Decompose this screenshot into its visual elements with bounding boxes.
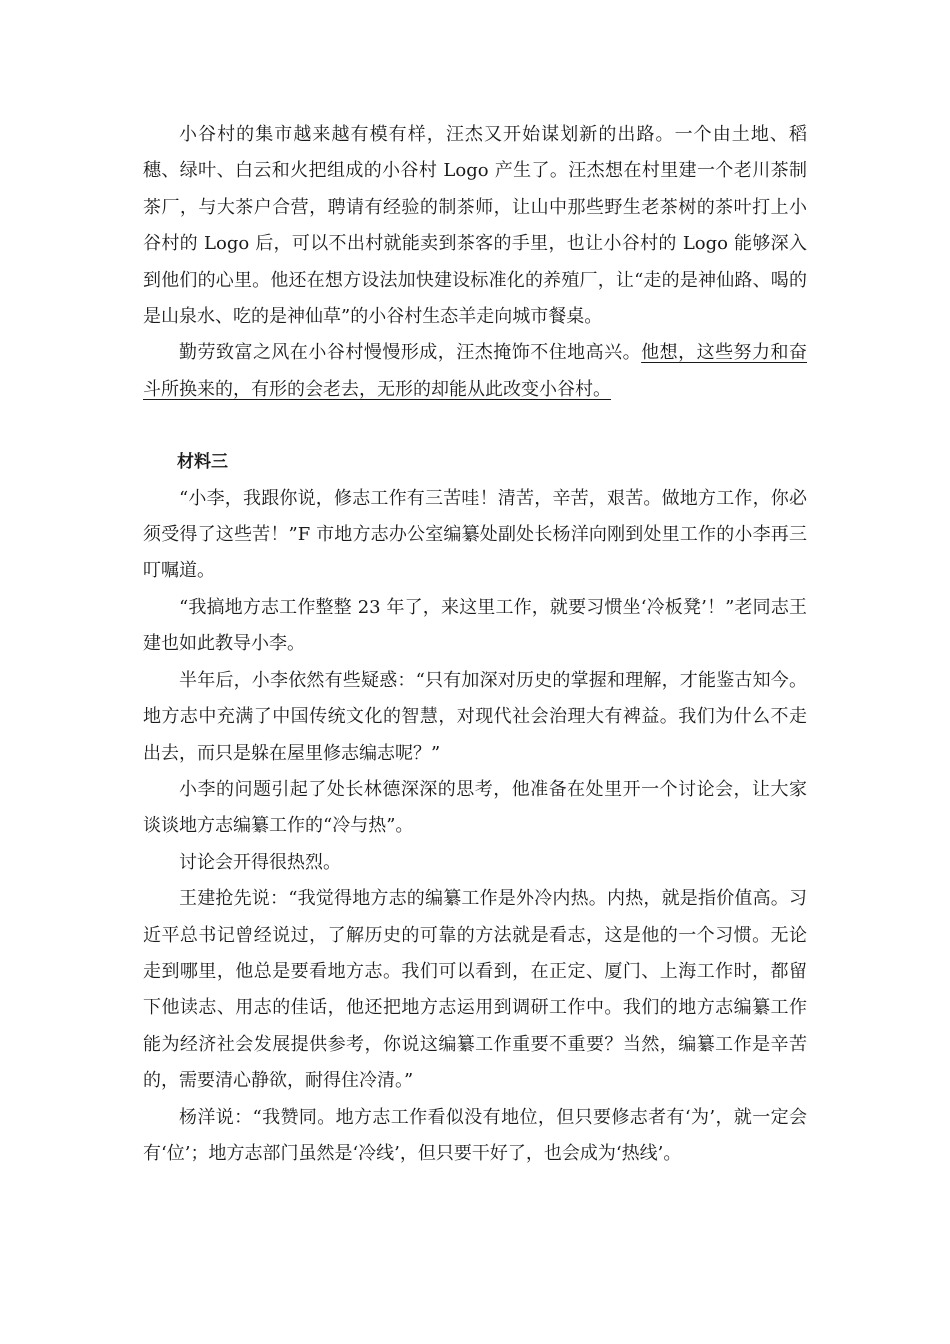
diligence-text: 勤劳致富之风在小谷村慢慢形成，汪杰掩饰不住地高兴。 xyxy=(179,342,642,364)
paragraph-diligence xyxy=(143,335,807,408)
paragraph-linde-thinking: 小李的问题引起了处长林德深深的思考，他准备在处里开一个讨论会，让大家谈谈地方志编纂工作的“冷与热”。 xyxy=(143,778,807,837)
document-body xyxy=(143,117,807,1172)
paragraph-xiaoli-advice: “小李，我跟你说，修志工作有三苦哇！清苦，辛苦，艰苦。做地方工作，你必须受得了这些苦！”F 市地方志办公室编纂处副处长杨洋向刚到处里工作的小李再三叮嘱道。 xyxy=(143,487,807,582)
paragraph-discussion: 讨论会开得很热烈。 xyxy=(179,851,341,873)
paragraph-yangyang-speech: 杨洋说：“我赞同。地方志工作看似没有地位，但只要修志者有‘为’，就一定会有‘位’；地方志部门虽然是‘冷线’，但只要干好了，也会成为‘热线’。 xyxy=(143,1106,807,1164)
paragraph-market-logo: 小谷村的集市越来越有模有样，汪杰又开始谋划新的出路。一个由土地、稻穗、绿叶、白云和火把组成的小谷村 Logo 产生了。汪杰想在村里建一个老川茶制茶厂，与大茶户合营，聘请有经验的制茶师，让山中那些野生老茶树的茶叶打上小谷村的 Logo 后，可以不出村就能卖到茶客的手里，也让小谷村的 Logo 能够深入到他们的心里。他还在想方设法加快建设标准化的养殖厂，让“走的是神仙路、喝的是山泉水、吃的是神仙草”的小谷村生态羊走向城市餐桌。 xyxy=(143,124,807,328)
section-title: 材料三 xyxy=(177,452,228,473)
paragraph-wangjian-advice: “我搞地方志工作整整 23 年了，来这里工作，就要习惯坐‘冷板凳’！”老同志王建也如此教导小李。 xyxy=(143,596,807,655)
underlined-sentence: 他想，这些努力和奋斗所换来的，有形的会老去，无形的却能从此改变小谷村。 xyxy=(143,342,808,400)
paragraph-xiaoli-doubt: 半年后，小李依然有些疑惑：“只有加深对历史的掌握和理解，才能鉴古知今。地方志中充满了中国传统文化的智慧，对现代社会治理大有裨益。我们为什么不走出去，而只是躲在屋里修志编志呢？” xyxy=(143,669,807,764)
paragraph-wangjian-speech: 王建抢先说：“我觉得地方志的编纂工作是外冷内热。内热，就是指价值高。习近平总书记曾经说过，了解历史的可靠的方法就是看志，这是他的一个习惯。无论走到哪里，他总是要看地方志。我们可以看到，在正定、厦门、上海工作时，都留下他读志、用志的佳话，他还把地方志运用到调研工作中。我们的地方志编纂工作能为经济社会发展提供参考，你说这编纂工作重要不重要？当然，编纂工作是辛苦的，需要清心静欲，耐得住冷清。” xyxy=(143,888,807,1092)
